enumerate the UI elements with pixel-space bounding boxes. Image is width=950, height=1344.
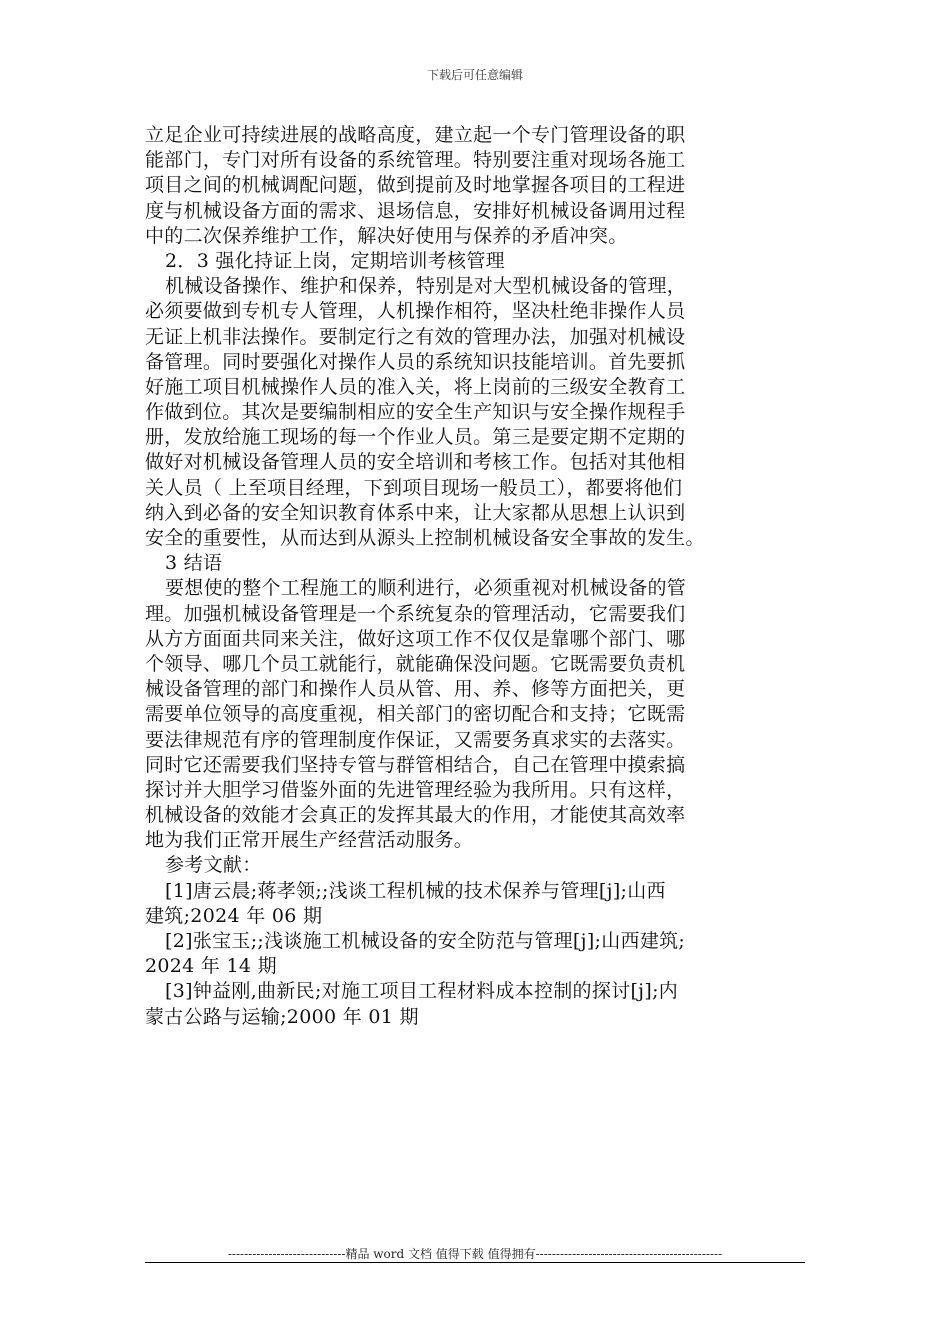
page-footer: -----------------------------精品 word 文档 值得下载 值得拥有----------------------------------------------: [227, 1247, 723, 1261]
text-line: 纳入到必备的安全知识教育体系中来，让大家都从思想上认识到: [145, 501, 686, 524]
text-line: 能部门，专门对所有设备的系统管理。特别要注重对现场各施工: [145, 149, 686, 172]
text-line: 项目之间的机械调配问题，做到提前及时地掌握各项目的工程进: [145, 174, 686, 197]
text-line: 3 结语: [165, 552, 223, 575]
text-line: 2．3 强化持证上岗，定期培训考核管理: [165, 249, 505, 272]
text-line: [3]钟益刚,曲新民;对施工项目工程材料成本控制的探讨[j];内: [165, 980, 679, 1003]
text-line: 度与机械设备方面的需求、退场信息，安排好机械设备调用过程: [145, 199, 686, 222]
text-line: 中的二次保养维护工作，解决好使用与保养的矛盾冲突。: [145, 224, 628, 247]
text-line: 要法律规范有序的管理制度作保证，又需要务真求实的去落实。: [145, 728, 686, 751]
text-line: 立足企业可持续进展的战略高度，建立起一个专门管理设备的职: [145, 124, 686, 146]
text-line: 个领导、哪几个员工就能行，就能确保没问题。它既需要负责机: [145, 652, 686, 675]
text-line: 械设备管理的部门和操作人员从管、用、养、修等方面把关，更: [145, 678, 686, 701]
document-body: [145, 123, 785, 1030]
text-line: [2]张宝玉;;浅谈施工机械设备的安全防范与管理[j];山西建筑;: [165, 930, 686, 952]
text-line: 册，发放给施工现场的每一个作业人员。第三是要定期不定期的: [145, 426, 686, 449]
text-line: [1]唐云晨;蒋孝领;;浅谈工程机械的技术保养与管理[j];山西: [165, 879, 666, 902]
text-line: 机械设备的效能才会真正的发挥其最大的作用，才能使其高效率: [145, 804, 686, 827]
footer-rule: [145, 1262, 805, 1263]
text-line: 备管理。同时要强化对操作人员的系统知识技能培训。首先要抓: [145, 350, 686, 373]
text-line: 蒙古公路与运输;2000 年 01 期: [145, 1005, 419, 1028]
text-line: 无证上机非法操作。要制定行之有效的管理办法，加强对机械设: [145, 325, 686, 348]
text-line: 地为我们正常开展生产经营活动服务。: [145, 829, 474, 852]
text-line: 要想使的整个工程施工的顺利进行，必须重视对机械设备的管: [165, 577, 687, 600]
page-header: 下载后可任意编辑: [426, 68, 523, 82]
text-line: 机械设备操作、维护和保养，特别是对大型机械设备的管理，: [165, 275, 687, 298]
text-line: 做好对机械设备管理人员的安全培训和考核工作。包括对其他相: [145, 451, 686, 474]
text-line: 2024 年 14 期: [145, 955, 277, 978]
text-line: 参考文献：: [165, 854, 262, 877]
text-line: 好施工项目机械操作人员的准入关，将上岗前的三级安全教育工: [145, 375, 686, 398]
text-line: 理。加强机械设备管理是一个系统复杂的管理活动，它需要我们: [145, 602, 686, 625]
text-line: 安全的重要性，从而达到从源头上控制机械设备安全事故的发生。: [145, 527, 705, 549]
text-line: 需要单位领导的高度重视，相关部门的密切配合和支持；它既需: [145, 703, 686, 726]
text-line: 同时它还需要我们坚持专管与群管相结合，自己在管理中摸索搞: [145, 753, 686, 776]
text-line: 建筑;2024 年 06 期: [145, 904, 323, 927]
text-line: 必须要做到专机专人管理，人机操作相符，坚决杜绝非操作人员: [145, 300, 686, 323]
text-line: 从方方面面共同来关注，做好这项工作不仅仅是靠哪个部门、哪: [145, 627, 686, 650]
text-line: 关人员（ 上至项目经理，下到项目现场一般员工），都要将他们: [145, 476, 683, 499]
text-line: 作做到位。其次是要编制相应的安全生产知识与安全操作规程手: [145, 401, 686, 424]
text-line: 探讨并大胆学习借鉴外面的先进管理经验为我所用。只有这样，: [145, 778, 686, 801]
